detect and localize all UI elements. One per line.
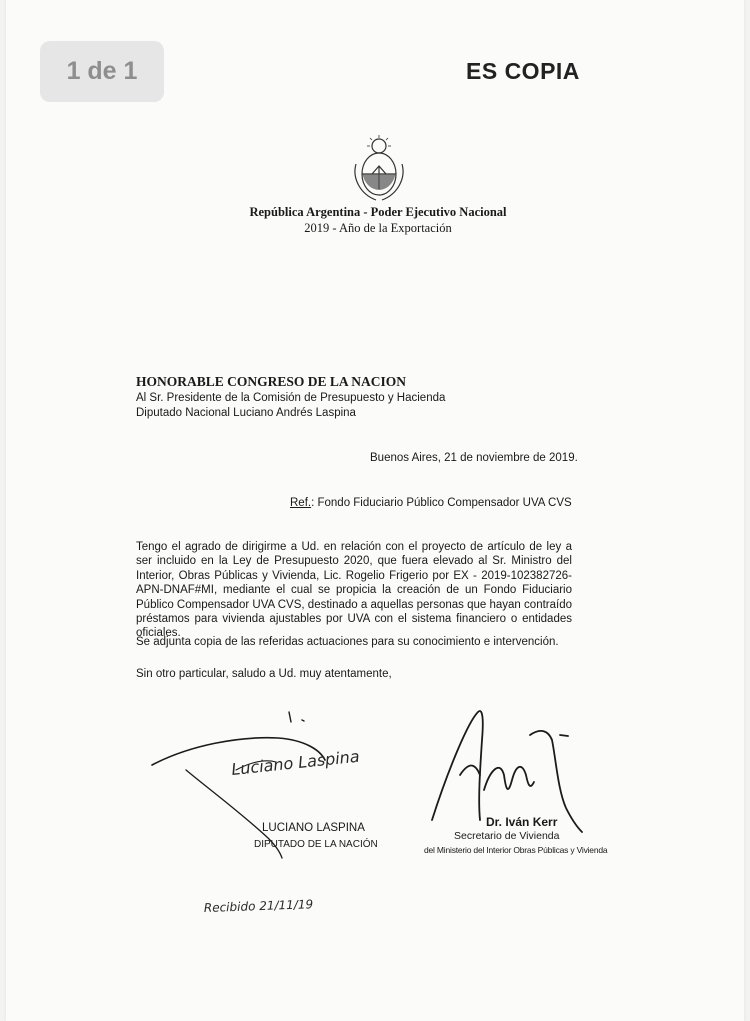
addressee-title: HONORABLE CONGRESO DE LA NACION xyxy=(136,374,407,389)
body-paragraph-2: Se adjunta copia de las referidas actuaciones para su conocimiento e intervención. xyxy=(136,636,559,648)
addressee-line-2: Diputado Nacional Luciano Andrés Laspina xyxy=(136,407,356,419)
page-indicator-badge: 1 de 1 xyxy=(40,41,164,102)
reference-label: Ref. xyxy=(290,497,312,509)
signature-left-handwritten: Luciano Laspina xyxy=(230,746,361,779)
signatory-right-title: Secretario de Vivienda xyxy=(454,830,560,842)
signatory-right-name: Dr. Iván Kerr xyxy=(486,815,558,829)
header-government-title: República Argentina - Poder Ejecutivo Nacional xyxy=(249,205,507,219)
closing-salutation: Sin otro particular, saludo a Ud. muy atentamente, xyxy=(136,668,392,680)
addressee-line-1: Al Sr. Presidente de la Comisión de Presupuesto y Hacienda xyxy=(136,392,446,404)
signature-right-mark xyxy=(432,711,582,832)
signatory-left-name: LUCIANO LASPINA xyxy=(262,822,365,834)
received-note: Recibido 21/11/19 xyxy=(203,897,314,915)
signatory-right-organization: del Ministerio del Interior Obras Públicas y Vivienda xyxy=(424,845,608,855)
signature-left-mark xyxy=(152,712,360,858)
header-year-motto: 2019 - Año de la Exportación xyxy=(304,221,452,235)
copy-stamp: ES COPIA xyxy=(466,58,580,84)
letter-date: Buenos Aires, 21 de noviembre de 2019. xyxy=(370,452,578,464)
signatory-left-title: DIPUTADO DE LA NACIÓN xyxy=(254,839,378,850)
reference-text: : Fondo Fiduciario Público Compensador UVA CVS xyxy=(311,497,572,509)
body-paragraph-1: Tengo el agrado de dirigirme a Ud. en relación con el proyecto de artículo de ley a ser incluido en la Ley de Presupuesto 2020, que fuera elevado al Sr. Ministro del Interior, Obras Públicas y Vivienda, Lic. Rogelio Frigerio por EX - 2019-102382726-APN-DNAF#MI, mediante el cual se propicia la creación de un Fondo Fiduciario Público Compensador UVA CVS, destinado a aquellas personas que hayan contraído préstamos para vivienda ajustables por UVA con el sistema financiero o entidades oficiales. xyxy=(136,541,572,640)
